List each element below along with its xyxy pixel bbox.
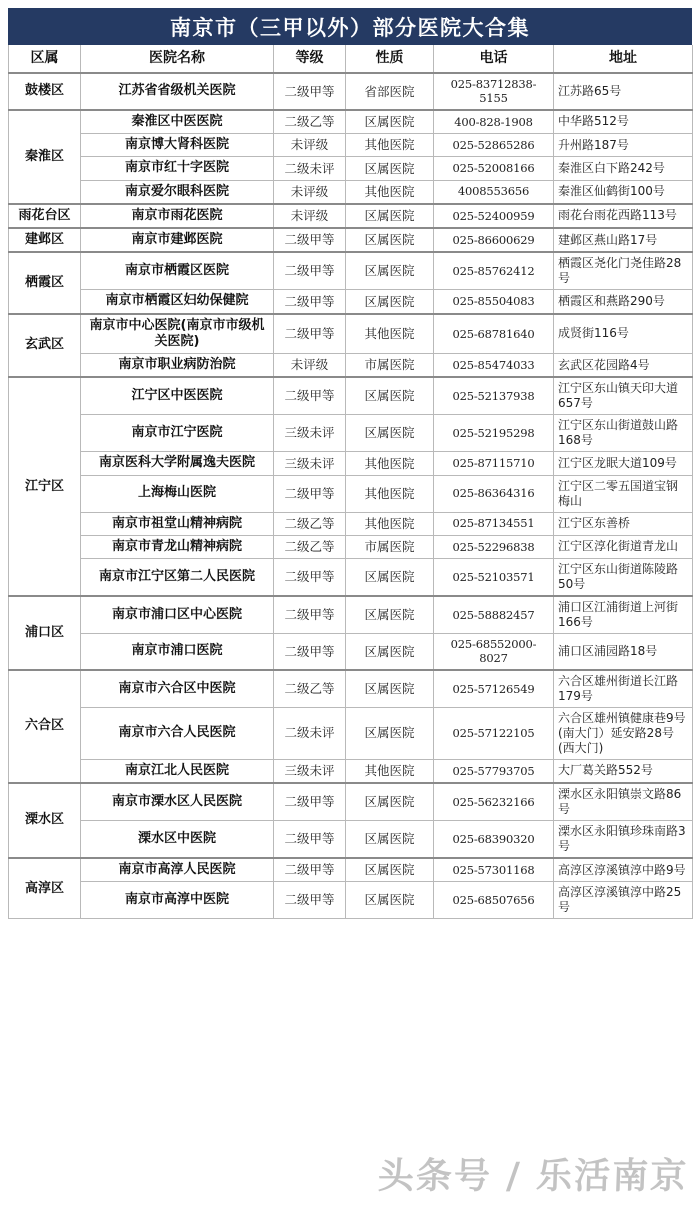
- hospital-nature-cell: 区属医院: [346, 821, 434, 859]
- table-row: [9, 475, 693, 512]
- hospital-level-cell: 二级甲等: [274, 821, 346, 859]
- district-cell: 秦淮区: [9, 110, 81, 204]
- hospital-address-cell: 江宁区东善桥: [554, 512, 693, 535]
- table-row: [9, 858, 693, 882]
- hospital-level-cell: 二级甲等: [274, 252, 346, 290]
- hospital-address-cell: 玄武区花园路4号: [554, 354, 693, 378]
- table-row: [9, 452, 693, 475]
- hospital-level-cell: 二级甲等: [274, 858, 346, 882]
- hospital-nature-cell: 区属医院: [346, 670, 434, 708]
- hospital-name-cell: 南京医科大学附属逸夫医院: [81, 452, 274, 475]
- hospital-phone-cell: 025-68781640: [434, 314, 554, 354]
- hospital-nature-cell: 区属医院: [346, 596, 434, 634]
- hospital-address-cell: 江苏路65号: [554, 73, 693, 110]
- hospital-nature-cell: 市属医院: [346, 535, 434, 558]
- hospital-name-cell: 南京市青龙山精神病院: [81, 535, 274, 558]
- table-row: [9, 377, 693, 415]
- hospital-phone-cell: 025-57301168: [434, 858, 554, 882]
- watermark: 头条号 / 乐活南京: [376, 1156, 689, 1197]
- table-header-row: [9, 45, 693, 73]
- hospital-level-cell: 二级甲等: [274, 314, 346, 354]
- district-cell: 鼓楼区: [9, 73, 81, 110]
- hospital-name-cell: 南京市建邺医院: [81, 228, 274, 252]
- hospital-nature-cell: 其他医院: [346, 134, 434, 157]
- hospital-name-cell: 南京市浦口医院: [81, 634, 274, 670]
- hospital-phone-cell: 025-83712838-5155: [434, 73, 554, 110]
- column-header-level: 等级: [274, 45, 346, 73]
- hospital-phone-cell: 025-86364316: [434, 475, 554, 512]
- hospital-level-cell: 二级甲等: [274, 882, 346, 919]
- hospital-address-cell: 江宁区二零五国道宝钢梅山: [554, 475, 693, 512]
- table-row: [9, 415, 693, 452]
- table-row: [9, 559, 693, 597]
- hospital-nature-cell: 区属医院: [346, 157, 434, 180]
- hospital-nature-cell: 区属医院: [346, 858, 434, 882]
- hospital-nature-cell: 省部医院: [346, 73, 434, 110]
- hospital-phone-cell: 025-52400959: [434, 204, 554, 228]
- hospital-address-cell: 江宁区东山街道陈陵路50号: [554, 559, 693, 597]
- column-header-name: 医院名称: [81, 45, 274, 73]
- hospital-phone-cell: 025-68390320: [434, 821, 554, 859]
- hospital-nature-cell: 区属医院: [346, 783, 434, 821]
- hospital-name-cell: 南京市职业病防治院: [81, 354, 274, 378]
- hospital-phone-cell: 025-87134551: [434, 512, 554, 535]
- hospital-nature-cell: 区属医院: [346, 415, 434, 452]
- hospital-phone-cell: 025-68507656: [434, 882, 554, 919]
- hospital-nature-cell: 区属医院: [346, 634, 434, 670]
- hospital-nature-cell: 市属医院: [346, 354, 434, 378]
- hospital-phone-cell: 025-85762412: [434, 252, 554, 290]
- hospital-nature-cell: 其他医院: [346, 314, 434, 354]
- hospital-address-cell: 高淳区淳溪镇淳中路9号: [554, 858, 693, 882]
- hospital-nature-cell: 区属医院: [346, 290, 434, 314]
- hospital-level-cell: 三级未评: [274, 415, 346, 452]
- hospital-phone-cell: 025-57793705: [434, 759, 554, 783]
- table-row: [9, 707, 693, 759]
- hospital-name-cell: 江宁区中医医院: [81, 377, 274, 415]
- hospital-address-cell: 江宁区淳化街道青龙山: [554, 535, 693, 558]
- table-row: [9, 204, 693, 228]
- hospital-level-cell: 二级甲等: [274, 73, 346, 110]
- district-cell: 六合区: [9, 670, 81, 783]
- hospital-address-cell: 升州路187号: [554, 134, 693, 157]
- hospital-level-cell: 二级未评: [274, 707, 346, 759]
- hospital-level-cell: 未评级: [274, 204, 346, 228]
- hospital-level-cell: 未评级: [274, 180, 346, 204]
- hospital-nature-cell: 区属医院: [346, 204, 434, 228]
- hospital-address-cell: 六合区雄州镇健康巷9号(南大门）延安路28号(西大门): [554, 707, 693, 759]
- district-cell: 雨花台区: [9, 204, 81, 228]
- table-row: [9, 354, 693, 378]
- hospital-level-cell: 二级甲等: [274, 596, 346, 634]
- hospital-name-cell: 上海梅山医院: [81, 475, 274, 512]
- table-row: [9, 596, 693, 634]
- hospital-level-cell: 二级乙等: [274, 512, 346, 535]
- hospital-nature-cell: 其他医院: [346, 475, 434, 512]
- hospital-address-cell: 浦口区江浦街道上河街166号: [554, 596, 693, 634]
- hospital-phone-cell: 025-56232166: [434, 783, 554, 821]
- hospital-name-cell: 江苏省省级机关医院: [81, 73, 274, 110]
- hospital-level-cell: 二级乙等: [274, 535, 346, 558]
- table-row: [9, 783, 693, 821]
- hospital-name-cell: 秦淮区中医医院: [81, 110, 274, 134]
- hospital-nature-cell: 区属医院: [346, 559, 434, 597]
- district-cell: 栖霞区: [9, 252, 81, 313]
- hospital-nature-cell: 区属医院: [346, 228, 434, 252]
- table-row: [9, 314, 693, 354]
- hospital-level-cell: 三级未评: [274, 759, 346, 783]
- column-header-address: 地址: [554, 45, 693, 73]
- table-row: [9, 512, 693, 535]
- district-cell: 江宁区: [9, 377, 81, 596]
- table-row: [9, 110, 693, 134]
- hospital-name-cell: 南京市六合区中医院: [81, 670, 274, 708]
- table-row: [9, 157, 693, 180]
- hospital-level-cell: 二级甲等: [274, 377, 346, 415]
- hospital-name-cell: 南京市雨花医院: [81, 204, 274, 228]
- hospital-level-cell: 二级甲等: [274, 228, 346, 252]
- hospital-phone-cell: 025-52008166: [434, 157, 554, 180]
- hospital-address-cell: 大厂葛关路552号: [554, 759, 693, 783]
- hospital-nature-cell: 其他医院: [346, 452, 434, 475]
- column-header-district: 区属: [9, 45, 81, 73]
- hospital-nature-cell: 区属医院: [346, 882, 434, 919]
- hospital-address-cell: 江宁区东山街道鼓山路168号: [554, 415, 693, 452]
- hospital-name-cell: 南京市浦口区中心医院: [81, 596, 274, 634]
- district-cell: 建邺区: [9, 228, 81, 252]
- hospital-phone-cell: 4008553656: [434, 180, 554, 204]
- hospital-nature-cell: 其他医院: [346, 759, 434, 783]
- hospital-level-cell: 二级甲等: [274, 634, 346, 670]
- hospital-address-cell: 中华路512号: [554, 110, 693, 134]
- district-cell: 溧水区: [9, 783, 81, 858]
- table-row: [9, 252, 693, 290]
- table-body: [9, 73, 693, 919]
- hospital-address-cell: 六合区雄州街道长江路179号: [554, 670, 693, 708]
- hospital-address-cell: 成贤街116号: [554, 314, 693, 354]
- hospital-name-cell: 南京市六合人民医院: [81, 707, 274, 759]
- hospital-name-cell: 南京市高淳中医院: [81, 882, 274, 919]
- hospital-level-cell: 三级未评: [274, 452, 346, 475]
- hospital-address-cell: 高淳区淳溪镇淳中路25号: [554, 882, 693, 919]
- hospital-name-cell: 南京市高淳人民医院: [81, 858, 274, 882]
- hospital-table: [8, 45, 693, 919]
- hospital-nature-cell: 区属医院: [346, 252, 434, 290]
- column-header-phone: 电话: [434, 45, 554, 73]
- hospital-name-cell: 南京市中心医院(南京市市级机关医院): [81, 314, 274, 354]
- district-cell: 浦口区: [9, 596, 81, 670]
- hospital-name-cell: 南京市栖霞区妇幼保健院: [81, 290, 274, 314]
- hospital-address-cell: 溧水区永阳镇珍珠南路3号: [554, 821, 693, 859]
- hospital-level-cell: 未评级: [274, 354, 346, 378]
- table-row: [9, 134, 693, 157]
- table-row: [9, 73, 693, 110]
- hospital-nature-cell: 区属医院: [346, 377, 434, 415]
- hospital-nature-cell: 区属医院: [346, 707, 434, 759]
- hospital-phone-cell: 025-52195298: [434, 415, 554, 452]
- hospital-address-cell: 建邺区燕山路17号: [554, 228, 693, 252]
- hospital-name-cell: 溧水区中医院: [81, 821, 274, 859]
- table-row: [9, 290, 693, 314]
- hospital-phone-cell: 025-85504083: [434, 290, 554, 314]
- hospital-nature-cell: 区属医院: [346, 110, 434, 134]
- hospital-address-cell: 秦淮区白下路242号: [554, 157, 693, 180]
- hospital-name-cell: 南京市栖霞区医院: [81, 252, 274, 290]
- table-row: [9, 670, 693, 708]
- hospital-address-cell: 江宁区龙眠大道109号: [554, 452, 693, 475]
- hospital-name-cell: 南京市江宁医院: [81, 415, 274, 452]
- page-title: 南京市（三甲以外）部分医院大合集: [8, 8, 692, 45]
- hospital-phone-cell: 025-86600629: [434, 228, 554, 252]
- hospital-phone-cell: 025-52103571: [434, 559, 554, 597]
- hospital-level-cell: 二级乙等: [274, 670, 346, 708]
- district-cell: 高淳区: [9, 858, 81, 919]
- hospital-level-cell: 二级甲等: [274, 290, 346, 314]
- hospital-level-cell: 二级甲等: [274, 475, 346, 512]
- hospital-address-cell: 秦淮区仙鹤街100号: [554, 180, 693, 204]
- hospital-address-cell: 溧水区永阳镇崇文路86号: [554, 783, 693, 821]
- hospital-name-cell: 南京江北人民医院: [81, 759, 274, 783]
- hospital-nature-cell: 其他医院: [346, 512, 434, 535]
- hospital-address-cell: 栖霞区尧化门尧佳路28号: [554, 252, 693, 290]
- hospital-phone-cell: 025-87115710: [434, 452, 554, 475]
- table-row: [9, 882, 693, 919]
- hospital-level-cell: 二级甲等: [274, 559, 346, 597]
- hospital-name-cell: 南京博大肾科医院: [81, 134, 274, 157]
- district-cell: 玄武区: [9, 314, 81, 378]
- hospital-phone-cell: 025-68552000-8027: [434, 634, 554, 670]
- hospital-phone-cell: 025-52137938: [434, 377, 554, 415]
- hospital-phone-cell: 025-52865286: [434, 134, 554, 157]
- hospital-name-cell: 南京市红十字医院: [81, 157, 274, 180]
- hospital-address-cell: 浦口区浦园路18号: [554, 634, 693, 670]
- table-row: [9, 228, 693, 252]
- hospital-nature-cell: 其他医院: [346, 180, 434, 204]
- table-row: [9, 634, 693, 670]
- column-header-nature: 性质: [346, 45, 434, 73]
- hospital-name-cell: 南京市江宁区第二人民医院: [81, 559, 274, 597]
- hospital-level-cell: 二级未评: [274, 157, 346, 180]
- hospital-phone-cell: 025-52296838: [434, 535, 554, 558]
- hospital-address-cell: 栖霞区和燕路290号: [554, 290, 693, 314]
- hospital-name-cell: 南京爱尔眼科医院: [81, 180, 274, 204]
- hospital-level-cell: 未评级: [274, 134, 346, 157]
- table-row: [9, 759, 693, 783]
- hospital-phone-cell: 025-57126549: [434, 670, 554, 708]
- hospital-phone-cell: 400-828-1908: [434, 110, 554, 134]
- hospital-phone-cell: 025-57122105: [434, 707, 554, 759]
- hospital-phone-cell: 025-58882457: [434, 596, 554, 634]
- hospital-address-cell: 江宁区东山镇天印大道657号: [554, 377, 693, 415]
- table-row: [9, 535, 693, 558]
- hospital-phone-cell: 025-85474033: [434, 354, 554, 378]
- table-row: [9, 180, 693, 204]
- hospital-level-cell: 二级乙等: [274, 110, 346, 134]
- table-row: [9, 821, 693, 859]
- hospital-name-cell: 南京市溧水区人民医院: [81, 783, 274, 821]
- hospital-address-cell: 雨花台雨花西路113号: [554, 204, 693, 228]
- hospital-level-cell: 二级甲等: [274, 783, 346, 821]
- table-header: [9, 45, 693, 73]
- hospital-name-cell: 南京市祖堂山精神病院: [81, 512, 274, 535]
